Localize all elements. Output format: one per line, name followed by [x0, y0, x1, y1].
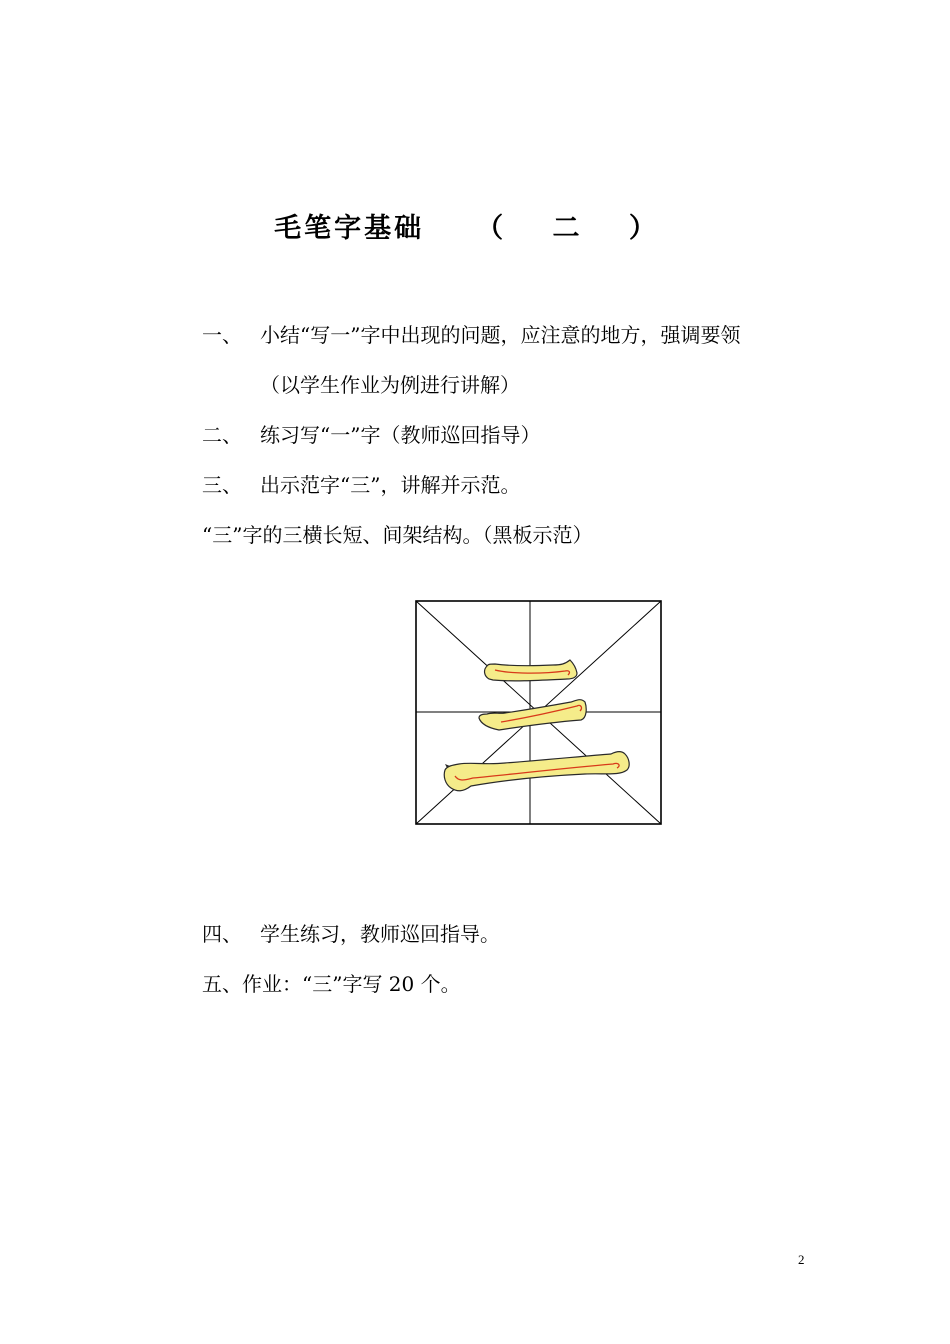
item-text: 五、作业：“三”字写 20 个。 [202, 972, 461, 996]
item-5 [202, 970, 461, 998]
title-paren: （ 二 ） [476, 213, 676, 244]
item-1-continuation [260, 371, 520, 399]
document-title [0, 206, 950, 245]
item-text: 练习写“一”字（教师巡回指导） [260, 423, 541, 447]
item-3-note [202, 521, 592, 549]
item-3 [202, 471, 520, 499]
item-text: （以学生作业为例进行讲解） [260, 373, 520, 397]
item-4 [202, 920, 500, 948]
item-1 [202, 321, 740, 349]
calligraphy-grid-figure [415, 600, 662, 825]
item-2 [202, 421, 540, 449]
page-number: 2 [798, 1252, 805, 1267]
title-main: 毛笔字基础 [274, 213, 425, 244]
item-number: 二、 [202, 423, 242, 447]
item-text: 学生练习，教师巡回指导。 [260, 922, 500, 946]
item-text: “三”字的三横长短、间架结构。（黑板示范） [202, 523, 593, 547]
item-number: 四、 [202, 922, 242, 946]
item-text: 出示范字“三”，讲解并示范。 [260, 473, 521, 497]
item-text: 小结“写一”字中出现的问题，应注意的地方，强调要领 [260, 323, 741, 347]
item-number: 一、 [202, 323, 242, 347]
item-number: 三、 [202, 473, 242, 497]
